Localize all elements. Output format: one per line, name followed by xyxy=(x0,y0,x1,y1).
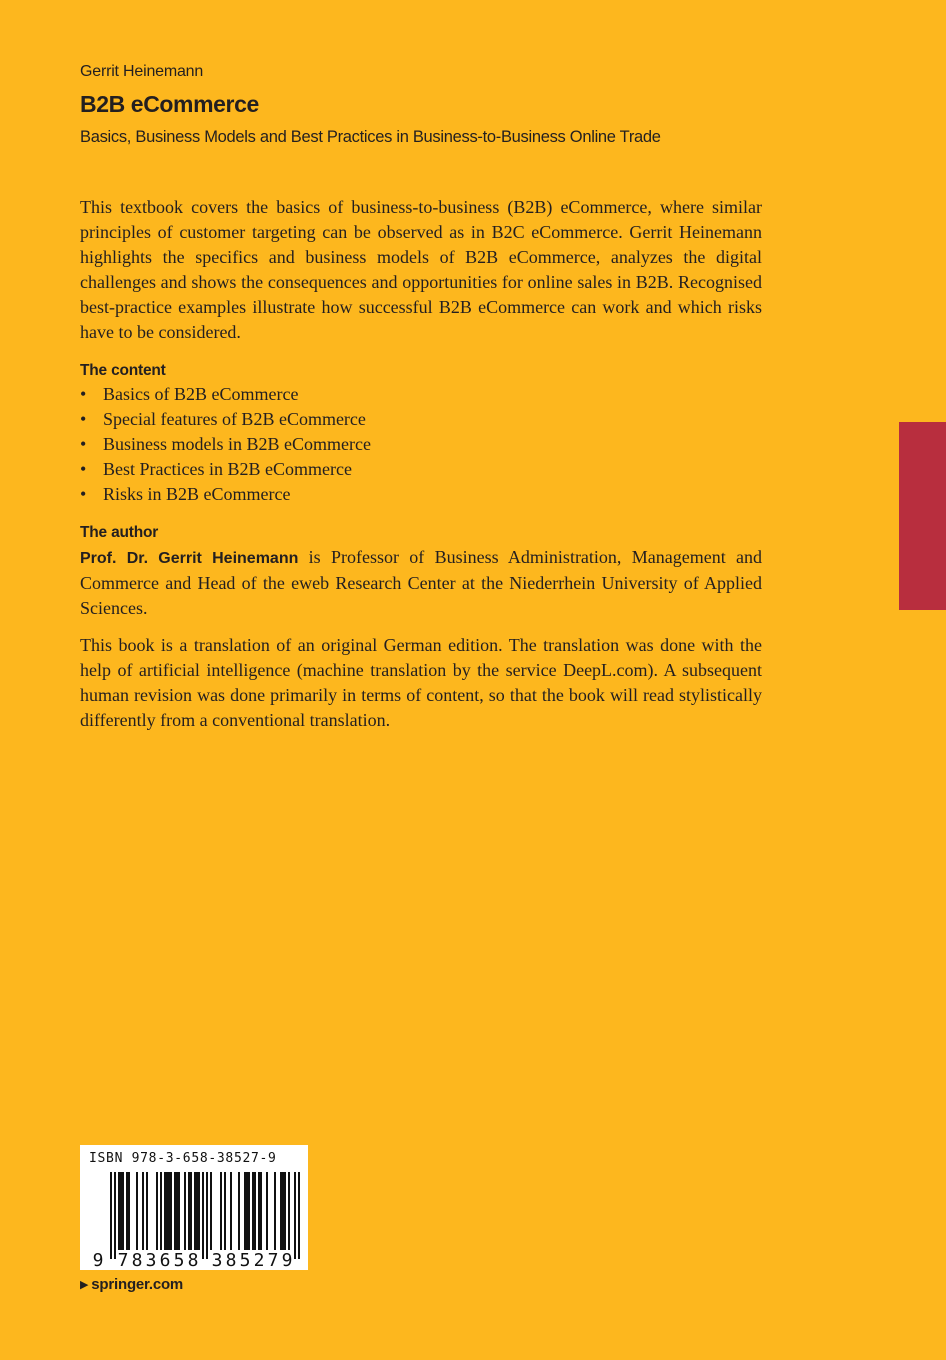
barcode-bar xyxy=(170,1172,172,1250)
barcode-bar xyxy=(244,1172,246,1250)
barcode-bar xyxy=(284,1172,286,1250)
isbn-label: ISBN 978-3-658-38527-9 xyxy=(89,1151,277,1166)
publisher-link[interactable] xyxy=(80,1276,183,1293)
barcode-bar xyxy=(178,1172,180,1250)
barcode-bar xyxy=(202,1172,204,1259)
barcode-bar xyxy=(198,1172,200,1250)
barcode-bar xyxy=(294,1172,296,1259)
barcode-bar xyxy=(122,1172,124,1250)
barcode-digit: 3 xyxy=(145,1250,157,1270)
barcode-digit: 7 xyxy=(117,1250,129,1270)
accent-tab xyxy=(899,422,946,610)
barcode-bar xyxy=(188,1172,190,1250)
barcode-bar xyxy=(230,1172,232,1250)
barcode-bar xyxy=(258,1172,260,1250)
publisher-link-text: springer.com xyxy=(91,1276,184,1293)
barcode-digit: 7 xyxy=(267,1250,279,1270)
list-item xyxy=(80,432,371,457)
bullet-icon: • xyxy=(80,459,87,479)
bullet-icon: • xyxy=(80,484,87,504)
barcode-bar xyxy=(248,1172,250,1250)
list-item-text: Best Practices in B2B eCommerce xyxy=(103,459,352,479)
barcode-bar xyxy=(266,1172,268,1250)
barcode-digit: 5 xyxy=(173,1250,185,1270)
list-item xyxy=(80,457,371,482)
barcode-bar xyxy=(176,1172,178,1250)
barcode-icon xyxy=(80,1145,308,1270)
barcode-bar xyxy=(224,1172,226,1250)
barcode-bar xyxy=(160,1172,162,1250)
list-item-text: Basics of B2B eCommerce xyxy=(103,384,299,404)
barcode-bar xyxy=(206,1172,208,1259)
translation-note: This book is a translation of an original German edition. The translation was done with the help of artificial intelligence (machine translation by the service DeepL.com). A subsequent human revision was done primarily in terms of content, so that the book will read stylistically differently from a conventional translation. xyxy=(80,635,762,730)
bullet-icon: • xyxy=(80,409,87,429)
bullet-icon: • xyxy=(80,384,87,404)
book-subtitle: Basics, Business Models and Best Practices in Business-to-Business Online Trade xyxy=(80,128,661,146)
barcode-digit: 9 xyxy=(92,1250,104,1270)
book-description: This textbook covers the basics of business-to-business (B2B) eCommerce, where similar principles of customer targeting can be observed as in B2C eCommerce. Gerrit Heinemann highlights the specifics and business models of B2B eCommerce, analyzes the digital challenges and shows the consequences and opportunities for online sales in B2B. Recognised best-practice examples illustrate how successful B2B eCommerce can work and which risks have to be considered. xyxy=(80,197,762,342)
barcode-bar xyxy=(126,1172,128,1250)
barcode-bar xyxy=(190,1172,192,1250)
barcode-digit: 5 xyxy=(239,1250,251,1270)
barcode-bar xyxy=(252,1172,254,1250)
list-item xyxy=(80,482,371,507)
barcode-bar xyxy=(118,1172,120,1250)
barcode-bar xyxy=(280,1172,282,1250)
book-title: B2B eCommerce xyxy=(80,91,259,117)
list-item-text: Risks in B2B eCommerce xyxy=(103,484,291,504)
barcode-bar xyxy=(274,1172,276,1250)
barcode-bar xyxy=(114,1172,116,1259)
barcode-bar xyxy=(298,1172,300,1259)
list-item xyxy=(80,382,371,407)
list-item-text: Business models in B2B eCommerce xyxy=(103,434,371,454)
author-name-header: Gerrit Heinemann xyxy=(80,63,204,80)
barcode-bar xyxy=(174,1172,176,1250)
list-item-text: Special features of B2B eCommerce xyxy=(103,409,366,429)
barcode-bar xyxy=(282,1172,284,1250)
barcode-bar xyxy=(238,1172,240,1250)
barcode-digit: 8 xyxy=(225,1250,237,1270)
author-bio-text: is Professor of Business Administration, Management and Commerce and Head of the eweb Research Center at the Niederrhein University of Applied Sciences. xyxy=(80,547,762,618)
barcode-bar xyxy=(210,1172,212,1250)
arrow-right-icon: ▶ xyxy=(80,1279,89,1291)
barcode-bar xyxy=(194,1172,196,1250)
bullet-icon: • xyxy=(80,434,87,454)
barcode-bar xyxy=(288,1172,290,1250)
barcode-bar xyxy=(196,1172,198,1250)
author-bio xyxy=(80,545,762,621)
barcode-bar xyxy=(166,1172,168,1250)
list-item xyxy=(80,407,371,432)
barcode-digit: 3 xyxy=(211,1250,223,1270)
isbn-barcode xyxy=(80,1145,308,1270)
barcode-bar xyxy=(246,1172,248,1250)
barcode-bar xyxy=(146,1172,148,1250)
content-heading: The content xyxy=(80,362,166,379)
barcode-bar xyxy=(220,1172,222,1250)
barcode-digit: 8 xyxy=(131,1250,143,1270)
barcode-digit: 6 xyxy=(159,1250,171,1270)
barcode-bar xyxy=(120,1172,122,1250)
barcode-bar xyxy=(128,1172,130,1250)
barcode-bar xyxy=(260,1172,262,1250)
barcode-bar xyxy=(254,1172,256,1250)
barcode-bar xyxy=(184,1172,186,1250)
barcode-bar xyxy=(136,1172,138,1250)
barcode-bar xyxy=(142,1172,144,1250)
barcode-digit: 2 xyxy=(253,1250,265,1270)
barcode-bar xyxy=(110,1172,112,1259)
content-list xyxy=(80,382,371,507)
author-heading: The author xyxy=(80,524,159,541)
barcode-bar xyxy=(168,1172,170,1250)
barcode-bar xyxy=(156,1172,158,1250)
barcode-bar xyxy=(164,1172,166,1250)
barcode-digit: 9 xyxy=(281,1250,293,1270)
barcode-digit: 8 xyxy=(187,1250,199,1270)
author-bio-name: Prof. Dr. Gerrit Heinemann xyxy=(80,550,299,567)
